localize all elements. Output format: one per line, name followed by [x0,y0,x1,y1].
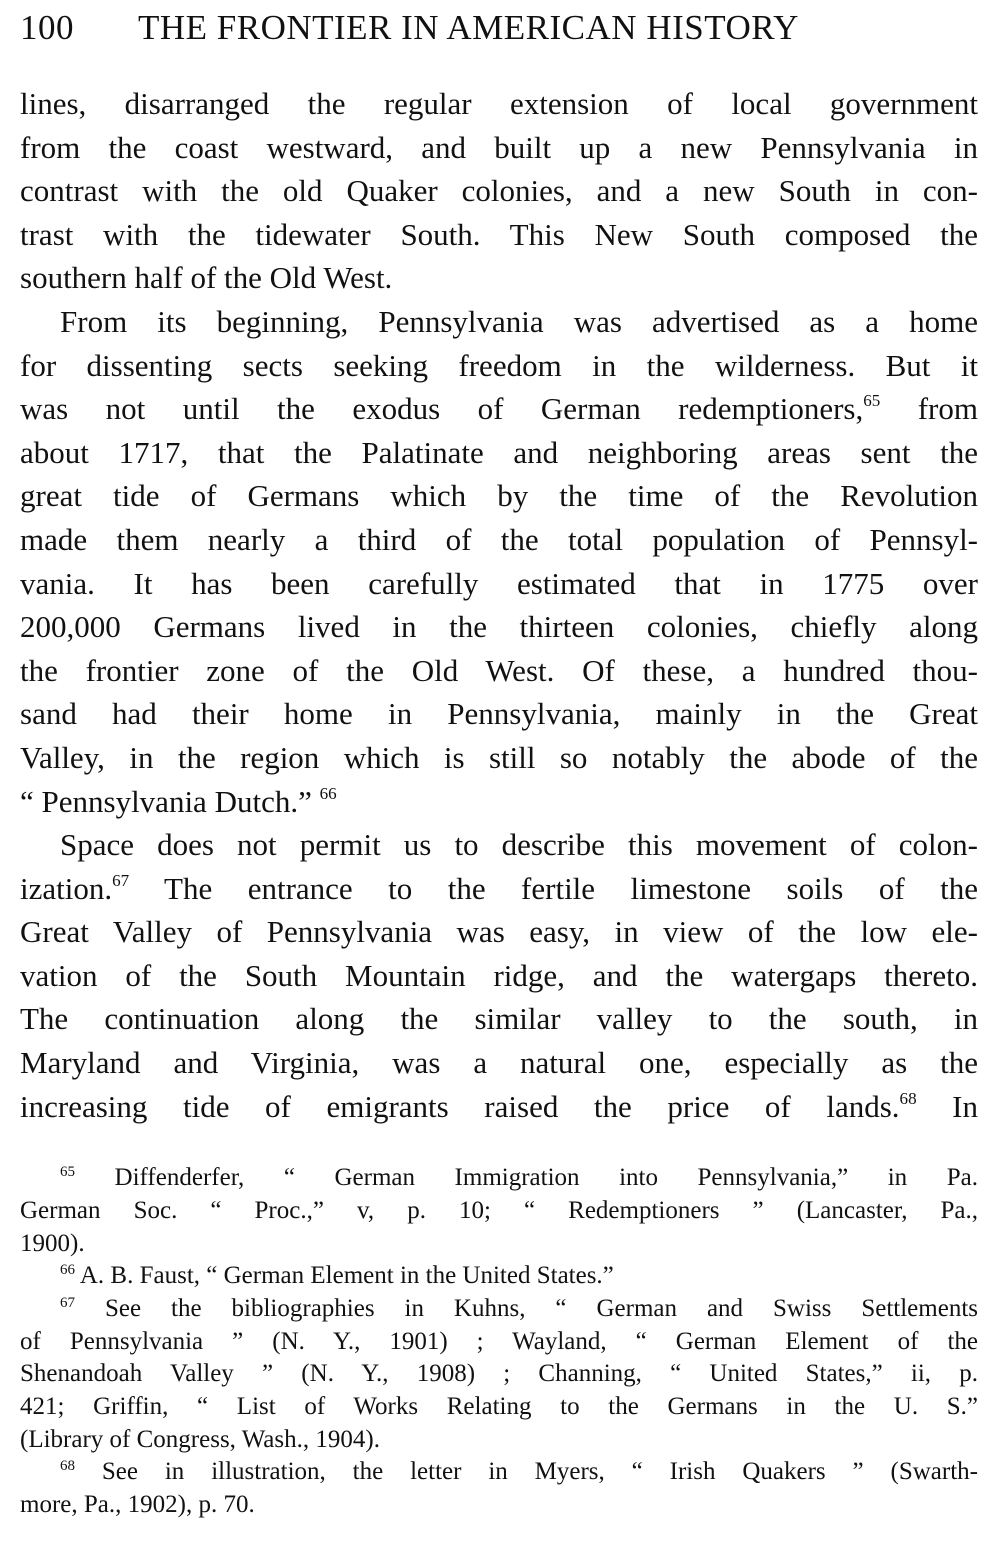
text-line: vania. It has been carefully estimated that in 1775 over [20,565,978,601]
running-header [20,6,978,62]
footnote-ref-66: 66 [319,783,337,803]
text-segment: ization. [20,870,113,906]
footnote-text: See the bibliographies in Kuhns, “ German and Swiss Settlements [75,1295,978,1322]
footnote-text: See in illustration, the letter in Myers, “ Irish Quakers ” (Swarth- [75,1458,978,1486]
text-segment: “ Pennsylvania Dutch.” [20,783,320,819]
footnote-ref-68: 68 [899,1088,917,1108]
text-line: sand had their home in Pennsylvania, mainly in the Great [20,696,978,732]
text-line: Valley, in the region which is still so notably the abode of the [20,739,978,775]
footnote-text: Diffenderfer, “ German Immigration into Pennsylvania,” in Pa. [75,1164,978,1192]
page-number: 100 [20,8,74,47]
text-line: The continuation along the similar valley to the south, in [20,1001,978,1037]
footnote-line: 1900). [20,1229,85,1257]
text-line: for dissenting sects seeking freedom in the wilderness. But it [20,347,978,383]
text-segment: In [916,1088,978,1124]
footnote-marker: 67 [60,1295,75,1311]
text-line: made them nearly a third of the total population of Pennsyl- [20,521,978,557]
footnote-marker: 66 [60,1262,75,1279]
text-line: Great Valley of Pennsylvania was easy, in view of the low ele- [20,914,978,950]
footnote-line [20,1162,978,1195]
footnote-line: 421; Griffin, “ List of Works Relating to the Germans in the U. S.” [20,1393,978,1421]
text-line: 200,000 Germans lived in the thirteen colonies, chiefly along [20,609,978,645]
text-line [20,387,978,431]
text-line: Maryland and Virginia, was a natural one, especially as the [20,1045,978,1081]
footnotes [20,1162,978,1522]
text-line: the frontier zone of the Old West. Of these, a hundred thou- [20,652,978,688]
footnote-text: A. B. Faust, “ German Element in the United States.” [75,1262,614,1290]
text-line [20,867,978,911]
footnote-line [20,1293,978,1326]
footnote-line [20,1260,978,1293]
text-line: southern half of the Old West. [20,260,393,296]
text-line [20,1085,978,1129]
footnote-marker: 65 [60,1164,75,1181]
footnote-line: of Pennsylvania ” (N. Y., 1901) ; Wayland, “ German Element of the [20,1327,978,1355]
text-segment: increasing tide of emigrants raised the price of lands. [20,1088,900,1124]
running-title: THE FRONTIER IN AMERICAN HISTORY [138,8,799,47]
footnote-line: German Soc. “ Proc.,” v, p. 10; “ Redemptioners ” (Lancaster, Pa., [20,1196,978,1224]
text-line: from the coast westward, and built up a new Pennsylvania in [20,129,978,165]
text-line: lines, disarranged the regular extension of local government [20,86,978,121]
text-segment: The entrance to the fertile limestone soils of the [129,870,978,906]
footnote-line: Shenandoah Valley ” (N. Y., 1908) ; Channing, “ United States,” ii, p. [20,1360,978,1388]
footnote-marker: 68 [60,1458,75,1475]
footnote-line [20,1456,978,1489]
text-line [20,780,978,824]
text-line: great tide of Germans which by the time of the Revolution [20,478,978,514]
text-line: Space does not permit us to describe this movement of colon- [60,827,978,863]
text-line: contrast with the old Quaker colonies, and a new South in con- [20,173,978,209]
text-line: From its beginning, Pennsylvania was advertised as a home [60,303,978,339]
footnote-ref-65: 65 [863,391,881,411]
text-line: vation of the South Mountain ridge, and the watergaps thereto. [20,957,978,993]
book-page [20,6,978,1522]
text-segment: was not until the exodus of German redemptioners, [20,391,864,427]
text-line: about 1717, that the Palatinate and neighboring areas sent the [20,434,978,470]
text-line: trast with the tidewater South. This New South composed the [20,216,978,252]
footnote-line: more, Pa., 1902), p. 70. [20,1491,255,1519]
footnote-line: (Library of Congress, Wash., 1904). [20,1425,380,1453]
text-segment: from [880,391,978,427]
body-text [20,82,978,1128]
footnote-ref-67: 67 [112,870,130,890]
